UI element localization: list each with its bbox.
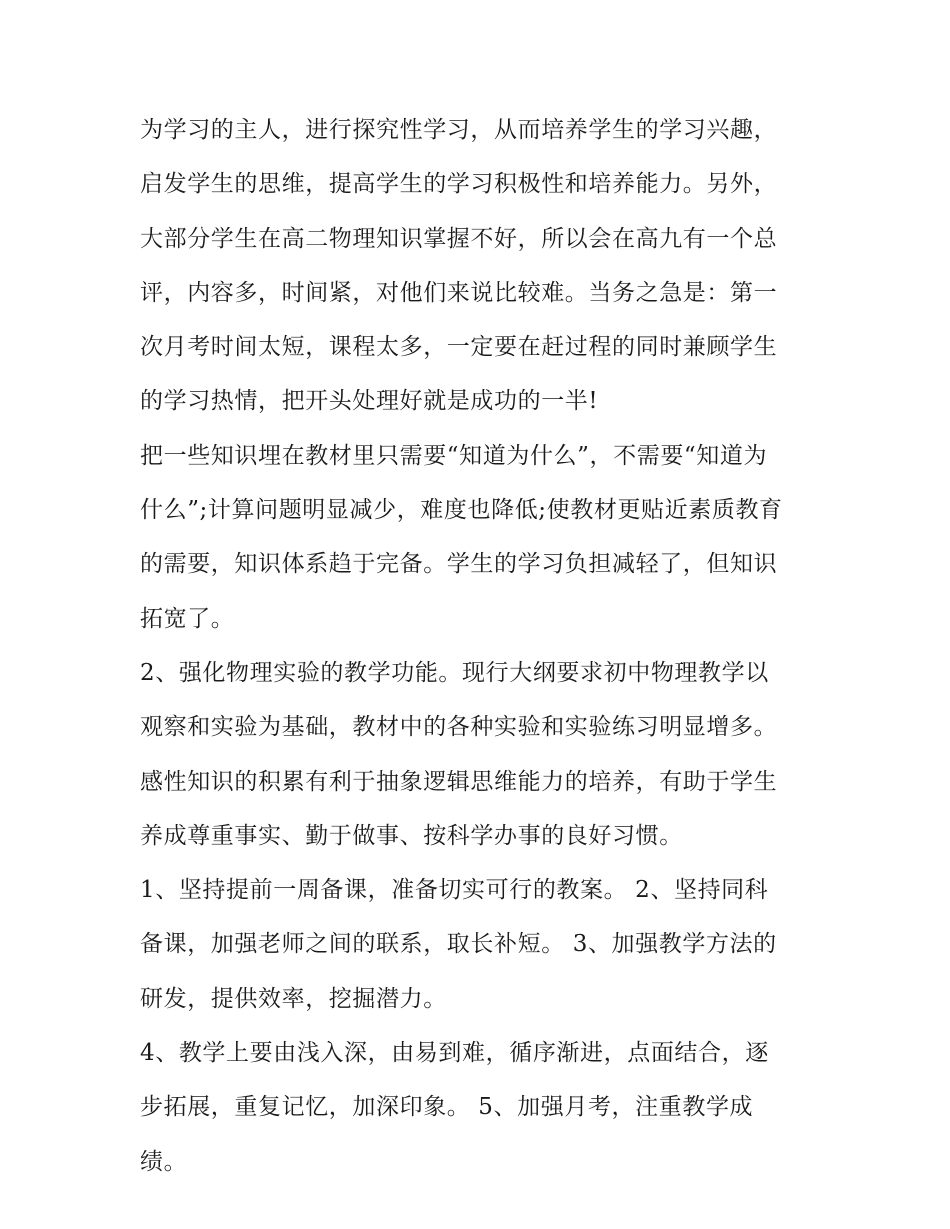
text-line: 4、教学上要由浅入深，由易到难，循序渐进，点面结合，逐	[140, 1040, 769, 1067]
text-line: 次月考时间太短，课程太多，一定要在赶过程的同时兼顾学生	[140, 334, 778, 361]
text-line: 评，内容多，时间紧，对他们来说比较难。当务之急是：第一	[140, 279, 778, 306]
text-line: 观察和实验为基础，教材中的各种实验和实验练习明显增多。	[140, 714, 778, 741]
text-line: 拓宽了。	[140, 605, 235, 632]
text-line: 什么”;计算问题明显减少，难度也降低;使教材更贴近素质教育	[140, 497, 783, 524]
text-line: 备课，加强老师之间的联系，取长补短。 3、加强教学方法的	[140, 931, 777, 958]
text-line: 2、强化物理实验的教学功能。现行大纲要求初中物理教学以	[140, 659, 769, 686]
document-body	[140, 103, 820, 1189]
text-line: 绩。	[140, 1148, 188, 1175]
text-line: 启发学生的思维，提高学生的学习积极性和培养能力。另外，	[140, 171, 778, 198]
text-line: 研发，提供效率，挖掘潜力。	[140, 985, 447, 1012]
text-line: 把一些知识埋在教材里只需要“知道为什么”，不需要“知道为	[140, 442, 768, 469]
text-line: 养成尊重事实、勤于做事、按科学办事的良好习惯。	[140, 822, 683, 849]
text-line: 为学习的主人，进行探究性学习，从而培养学生的学习兴趣，	[140, 117, 778, 143]
text-line: 1、坚持提前一周备课，准备切实可行的教案。 2、坚持同科	[140, 877, 769, 904]
text-line: 的学习热情，把开头处理好就是成功的一半!	[140, 388, 599, 415]
text-line: 感性知识的积累有利于抽象逻辑思维能力的培养，有助于学生	[140, 768, 778, 795]
text-line: 步拓展，重复记忆，加深印象。 5、加强月考，注重教学成	[140, 1094, 754, 1121]
text-line: 的需要，知识体系趋于完备。学生的学习负担减轻了，但知识	[140, 551, 778, 578]
text-line: 大部分学生在高二物理知识掌握不好，所以会在高九有一个总	[140, 225, 778, 252]
